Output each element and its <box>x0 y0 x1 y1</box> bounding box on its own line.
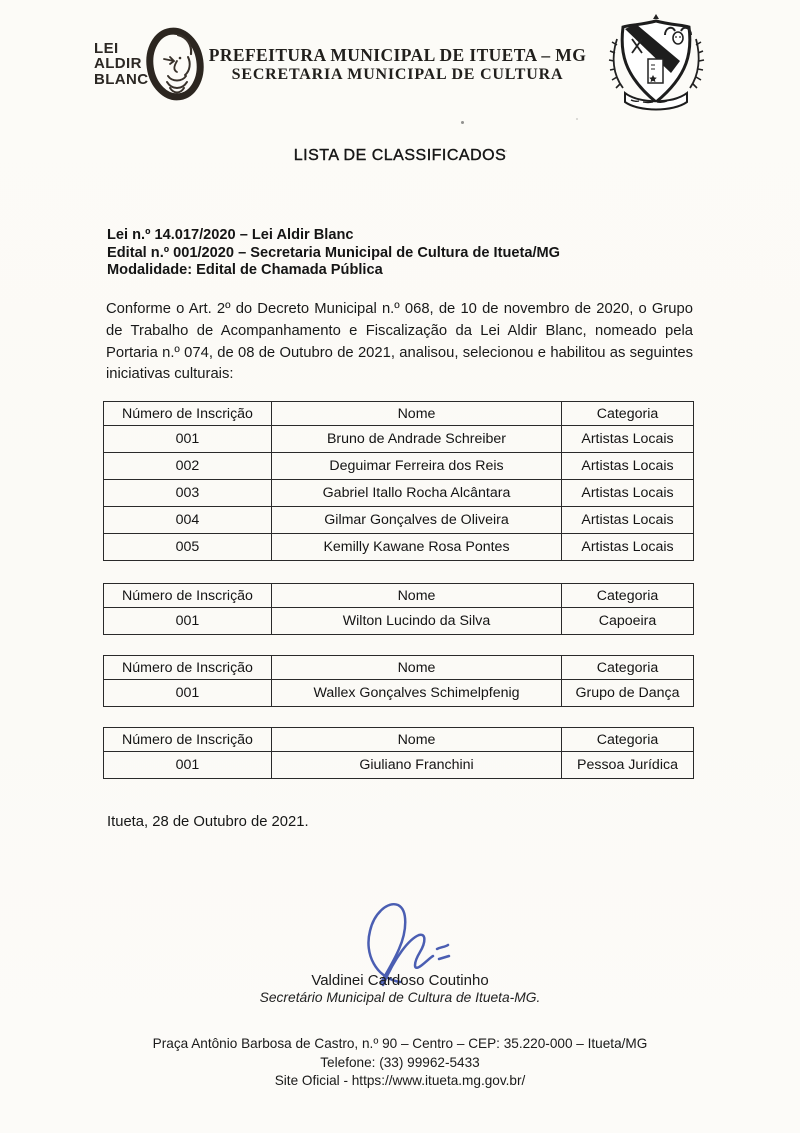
column-header-inscription: Número de Inscrição <box>104 728 272 752</box>
table-row <box>104 480 694 507</box>
classified-table-grupo-de-danca <box>103 655 694 707</box>
table-row <box>104 426 694 453</box>
cell-name: Kemilly Kawane Rosa Pontes <box>272 534 562 561</box>
column-header-category: Categoria <box>562 656 694 680</box>
scan-speck <box>576 118 578 120</box>
table-header-row <box>104 584 694 608</box>
table-row <box>104 752 694 779</box>
cell-inscription-number: 004 <box>104 507 272 534</box>
table-row <box>104 608 694 635</box>
scan-speck <box>461 121 464 124</box>
scan-speck <box>505 150 507 152</box>
logo-text-line: LEI <box>94 39 119 57</box>
cell-category: Pessoa Jurídica <box>562 752 694 779</box>
cell-category: Grupo de Dança <box>562 680 694 707</box>
signatory-name: Valdinei Cardoso Coutinho <box>311 972 489 989</box>
table-row <box>104 507 694 534</box>
cell-category: Artistas Locais <box>562 426 694 453</box>
cell-name: Giuliano Franchini <box>272 752 562 779</box>
cell-category: Artistas Locais <box>562 507 694 534</box>
document-reference-block <box>107 227 560 280</box>
cell-inscription-number: 001 <box>104 608 272 635</box>
signatory-role: Secretário Municipal de Cultura de Itueta-MG. <box>259 990 541 1005</box>
cell-name: Gabriel Itallo Rocha Alcântara <box>272 480 562 507</box>
column-header-category: Categoria <box>562 728 694 752</box>
classified-table-pessoa-juridica <box>103 727 694 779</box>
cell-name: Wallex Gonçalves Schimelpfenig <box>272 680 562 707</box>
org-name: PREFEITURA MUNICIPAL DE ITUETA – MG <box>208 45 587 65</box>
cell-category: Artistas Locais <box>562 453 694 480</box>
logo-text-line: BLANC <box>94 70 149 88</box>
column-header-inscription: Número de Inscrição <box>104 656 272 680</box>
document-footer <box>0 1035 800 1091</box>
municipal-coat-of-arms-icon <box>601 13 711 113</box>
org-department: SECRETARIA MUNICIPAL DE CULTURA <box>231 66 564 83</box>
table-header-row <box>104 656 694 680</box>
cell-name: Deguimar Ferreira dos Reis <box>272 453 562 480</box>
column-header-name: Nome <box>272 584 562 608</box>
date-line: Itueta, 28 de Outubro de 2021. <box>107 814 309 830</box>
cell-name: Bruno de Andrade Schreiber <box>272 426 562 453</box>
org-title-block <box>195 45 600 84</box>
column-header-category: Categoria <box>562 402 694 426</box>
cell-category: Artistas Locais <box>562 480 694 507</box>
cell-category: Capoeira <box>562 608 694 635</box>
logo-text-line: ALDIR <box>94 55 142 73</box>
column-header-inscription: Número de Inscrição <box>104 402 272 426</box>
lei-aldir-blanc-logo <box>94 26 207 102</box>
modality-reference: Modalidade: Edital de Chamada Pública <box>107 262 383 279</box>
cell-name: Gilmar Gonçalves de Oliveira <box>272 507 562 534</box>
cell-inscription-number: 001 <box>104 426 272 453</box>
table-row <box>104 534 694 561</box>
table-row <box>104 680 694 707</box>
table-header-row <box>104 728 694 752</box>
body-paragraph: Conforme o Art. 2º do Decreto Municipal n.º 068, de 10 de novembro de 2020, o Grupo de Trabalho de Acompanhamento e Fiscalização da Lei Aldir Blanc, nomeado pela Portaria n.º 074, de 08 de Outubro de 2021, analisou, selecionou e habilitou as seguintes iniciativas culturais: <box>106 301 693 383</box>
table-header-row <box>104 402 694 426</box>
classified-table-capoeira <box>103 583 694 635</box>
column-header-inscription: Número de Inscrição <box>104 584 272 608</box>
lei-aldir-blanc-logo-text <box>94 41 149 88</box>
edital-reference: Edital n.º 001/2020 – Secretaria Municipal de Cultura de Itueta/MG <box>107 244 561 261</box>
footer-address: Praça Antônio Barbosa de Castro, n.º 90 – Centro – CEP: 35.220-000 – Itueta/MG <box>152 1036 648 1051</box>
column-header-category: Categoria <box>562 584 694 608</box>
cell-inscription-number: 005 <box>104 534 272 561</box>
cell-inscription-number: 001 <box>104 752 272 779</box>
classified-table-artistas-locais <box>103 401 694 561</box>
cell-inscription-number: 002 <box>104 453 272 480</box>
signature-block <box>0 896 800 1005</box>
column-header-name: Nome <box>272 728 562 752</box>
cell-category: Artistas Locais <box>562 534 694 561</box>
footer-phone: Telefone: (33) 99962-5433 <box>320 1054 480 1070</box>
column-header-name: Nome <box>272 402 562 426</box>
cell-inscription-number: 001 <box>104 680 272 707</box>
cell-name: Wilton Lucindo da Silva <box>272 608 562 635</box>
footer-website: Site Oficial - https://www.itueta.mg.gov.br/ <box>274 1073 526 1089</box>
cell-inscription-number: 003 <box>104 480 272 507</box>
column-header-name: Nome <box>272 656 562 680</box>
page-title: LISTA DE CLASSIFICADOS <box>293 147 507 164</box>
law-reference: Lei n.º 14.017/2020 – Lei Aldir Blanc <box>107 227 354 243</box>
table-row <box>104 453 694 480</box>
